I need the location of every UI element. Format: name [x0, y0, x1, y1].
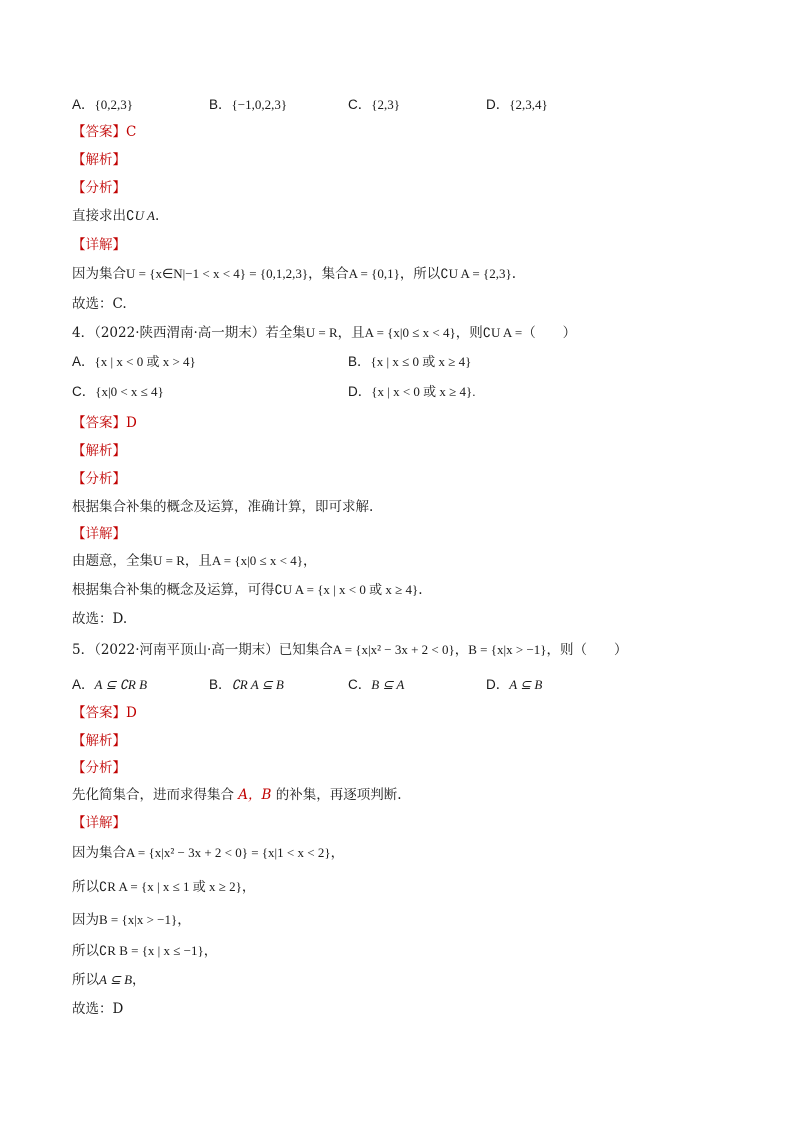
q4-detail-2: 根据集合补集的概念及运算，可得∁U A = {x | x < 0 或 x ≥ 4}. [72, 582, 423, 598]
q4-option-c: C．{x|0 < x ≤ 4} [72, 384, 164, 399]
q3-detail: 因为集合U = {x∈N|−1 < x < 4} = {0,1,2,3}，集合A = {0,1}，所以∁U A = {2,3}. [72, 266, 517, 282]
q5-detail-1: 因为集合A = {x|x² − 3x + 2 < 0} = {x|1 < x < 2}， [72, 845, 345, 861]
q3-option-a: A．{0,2,3} [72, 97, 133, 112]
q5-option-d: D．A ⊆ B [486, 677, 543, 692]
q4-jiexi-tag: 【解析】 [72, 443, 126, 459]
q3-conclusion: 故选：C. [72, 296, 127, 312]
q5-detail-3: 因为B = {x|x > −1}， [72, 912, 191, 928]
q5-option-c: C．B ⊆ A [348, 677, 405, 692]
q5-stem: 5．（2022·河南平顶山·高一期末）已知集合A = {x|x² − 3x + 2 < 0}，B = {x|x > −1}，则（ ） [72, 642, 628, 658]
q5-detail-5: 所以A ⊆ B， [72, 972, 146, 988]
q3-answer: 【答案】C [72, 124, 137, 140]
q3-fenxi-tag: 【分析】 [72, 180, 126, 196]
q5-option-b: B．∁R A ⊆ B [209, 677, 284, 692]
q5-fenxi-tag: 【分析】 [72, 760, 126, 776]
q3-fenxi-text: 直接求出∁U A. [72, 208, 160, 224]
q5-jiexi-tag: 【解析】 [72, 733, 126, 749]
q5-answer: 【答案】D [72, 705, 137, 721]
q4-detail-1: 由题意，全集U = R，且A = {x|0 ≤ x < 4}， [72, 553, 317, 569]
q3-options [72, 95, 752, 115]
q4-answer: 【答案】D [72, 415, 137, 431]
q5-option-a: A．A ⊆ ∁R B [72, 677, 148, 692]
q3-option-b: B．{−1,0,2,3} [209, 97, 288, 112]
q4-conclusion: 故选：D. [72, 611, 128, 627]
q4-fenxi-text: 根据集合补集的概念及运算，准确计算，即可求解. [72, 499, 374, 515]
q3-jiexi-tag: 【解析】 [72, 152, 126, 168]
q4-option-a: A．{x | x < 0 或 x > 4} [72, 354, 196, 369]
q5-conclusion: 故选：D [72, 1001, 124, 1017]
q3-option-c: C．{2,3} [348, 97, 400, 112]
q5-options [72, 675, 752, 695]
q4-xiangjie-tag: 【详解】 [72, 526, 126, 542]
q5-fenxi-text: 先化简集合，进而求得集合 A，B 的补集，再逐项判断. [72, 787, 402, 803]
q4-fenxi-tag: 【分析】 [72, 471, 126, 487]
q4-option-d: D．{x | x < 0 或 x ≥ 4}. [348, 384, 476, 399]
q4-options-row1 [72, 352, 752, 372]
q4-option-b: B．{x | x ≤ 0 或 x ≥ 4} [348, 354, 472, 369]
q3-xiangjie-tag: 【详解】 [72, 237, 126, 253]
q5-xiangjie-tag: 【详解】 [72, 815, 126, 831]
q5-detail-4: 所以∁R B = {x | x ≤ −1}， [72, 943, 218, 959]
q4-stem: 4．（2022·陕西渭南·高一期末）若全集U = R，且A = {x|0 ≤ x < 4}，则∁U A =（ ） [72, 325, 577, 341]
q5-detail-2: 所以∁R A = {x | x ≤ 1 或 x ≥ 2}， [72, 879, 256, 895]
q3-option-d: D．{2,3,4} [486, 97, 548, 112]
q4-options-row2 [72, 382, 752, 402]
